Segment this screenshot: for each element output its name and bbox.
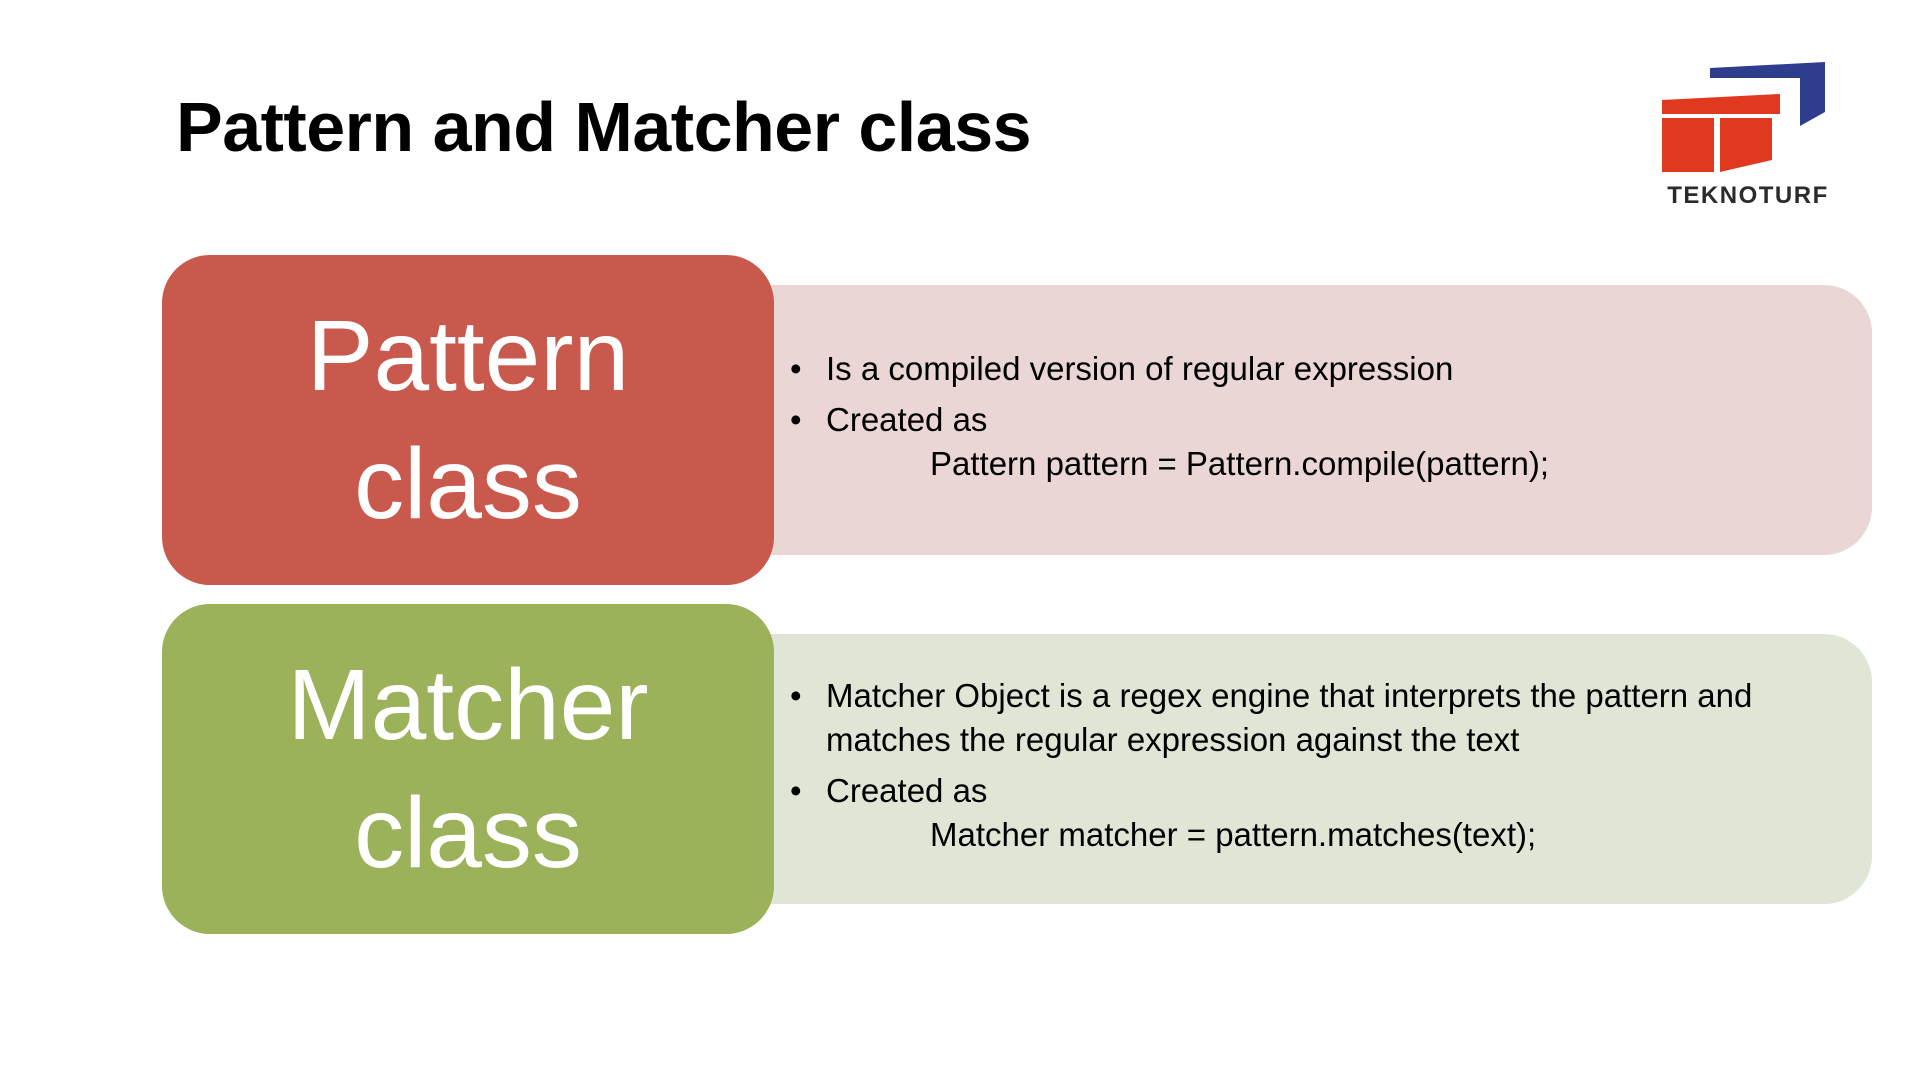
matcher-bullet-list bbox=[786, 674, 1866, 864]
matcher-bullet-1-text: Matcher Object is a regex engine that interprets the pattern and matches the regular expression against the text bbox=[826, 677, 1753, 758]
teknoturf-logo-icon bbox=[1650, 56, 1840, 186]
matcher-class-box bbox=[162, 604, 774, 934]
matcher-heading-line2: class bbox=[354, 777, 582, 889]
pattern-heading-line2: class bbox=[354, 428, 582, 540]
matcher-bullet-2 bbox=[786, 769, 1866, 857]
pattern-class-box bbox=[162, 255, 774, 585]
logo-wordmark: TEKNOTURF bbox=[1667, 182, 1829, 209]
pattern-heading-line1: Pattern bbox=[306, 300, 630, 412]
pattern-bullet-1-text: Is a compiled version of regular expression bbox=[826, 350, 1454, 387]
matcher-bullet-1 bbox=[786, 674, 1866, 762]
pattern-bullet-2-text: Created as bbox=[826, 401, 988, 438]
bullet-dot-icon: • bbox=[790, 350, 802, 387]
matcher-bullet-2-text: Created as bbox=[826, 772, 988, 809]
teknoturf-logo bbox=[1650, 56, 1840, 216]
pattern-code-line: Pattern pattern = Pattern.compile(pattern); bbox=[930, 445, 1550, 482]
pattern-bullet-1 bbox=[786, 347, 1866, 391]
matcher-heading-line1: Matcher bbox=[287, 649, 649, 761]
pattern-class-block bbox=[162, 255, 1872, 585]
bullet-dot-icon: • bbox=[790, 401, 802, 438]
pattern-bullet-list bbox=[786, 347, 1866, 493]
bullet-dot-icon: • bbox=[790, 772, 802, 809]
matcher-class-block bbox=[162, 604, 1872, 934]
slide-title: Pattern and Matcher class bbox=[176, 88, 1032, 166]
matcher-code-line: Matcher matcher = pattern.matches(text); bbox=[930, 816, 1537, 853]
bullet-dot-icon: • bbox=[790, 677, 802, 714]
pattern-bullet-2 bbox=[786, 398, 1866, 486]
